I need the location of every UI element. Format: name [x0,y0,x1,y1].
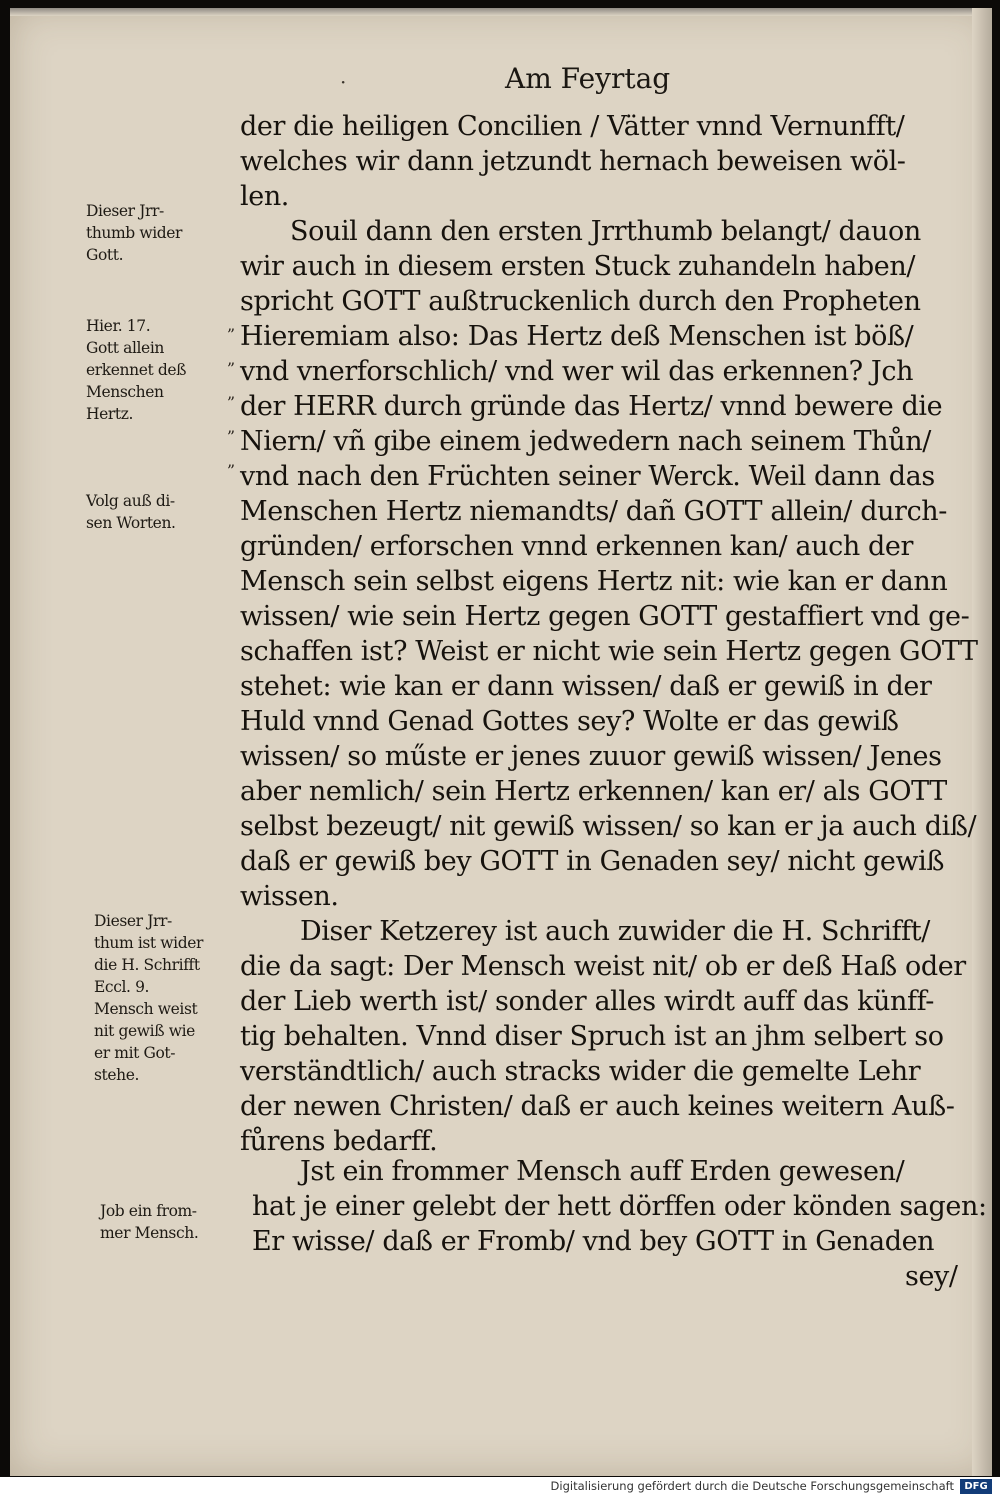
quote-mark: ” [226,461,235,480]
text-line: hat je einer gelebt der hett dörffen oder könden sagen: [252,1191,987,1222]
dfg-logo: DFG [960,1479,992,1494]
margin-note-line: die H. Schrifft [94,956,200,974]
margin-note-line: Gott. [86,246,124,264]
text-line: selbst bezeugt/ nit gewiß wissen/ so kan er ja auch diß/ [240,811,977,842]
margin-note-line: Mensch weist [94,1000,198,1018]
footer-bar [0,1477,1000,1497]
text-line: Souil dann den ersten Jrrthumb belangt/ dauon [290,216,921,247]
margin-note-line: stehe. [94,1066,140,1084]
quote-mark: ” [226,427,235,446]
text-line: aber nemlich/ sein Hertz erkennen/ kan er/ als GOTT [240,776,947,807]
margin-note-line: nit gewiß wie [94,1022,195,1040]
text-line: Huld vnnd Genad Gottes sey? Wolte er das gewiß [240,706,899,737]
text-line: der Lieb werth ist/ sonder alles wirdt auff das künff- [240,986,934,1017]
margin-note-line: Menschen [86,383,164,401]
text-line: wir auch in diesem ersten Stuck zuhandeln haben/ [240,251,916,282]
text-line: Diser Ketzerey ist auch zuwider die H. Schrifft/ [300,916,930,947]
margin-note-line: Job ein from- [100,1202,197,1220]
text-line: Menschen Hertz niemandts/ dañ GOTT allein/ durch- [240,496,948,527]
text-line: stehet: wie kan er dann wissen/ daß er gewiß in der [240,671,932,702]
text-line: verständtlich/ auch stracks wider die gemelte Lehr [240,1056,921,1087]
margin-note [94,910,246,1086]
text-line: Er wisse/ daß er Fromb/ vnd bey GOTT in Genaden [252,1226,935,1257]
text-line: der HERR durch gründe das Hertz/ vnnd bewere die [240,391,943,422]
text-line: vnd vnerforschlich/ vnd wer wil das erkennen? Jch [240,356,914,387]
text-line: wissen/ so műste er jenes zuuor gewiß wissen/ Jenes [240,741,942,772]
margin-note-line: Gott allein [86,339,164,357]
margin-note-line: Eccl. 9. [94,978,150,996]
text-line: Jst ein frommer Mensch auff Erden gewesen/ [300,1156,905,1187]
quote-mark: ” [226,359,235,378]
text-line: der die heiligen Concilien / Vätter vnnd Vernunfft/ [240,111,905,142]
margin-note-line: sen Worten. [86,514,176,532]
margin-note-line: Hier. 17. [86,317,151,335]
text-line: vnd nach den Früchten seiner Werck. Weil dann das [240,461,935,492]
margin-note [100,1200,252,1244]
margin-note-line: erkennet deß [86,361,187,379]
text-line: Mensch sein selbst eigens Hertz nit: wie kan er dann [240,566,948,597]
margin-note-line: er mit Got- [94,1044,176,1062]
text-line: welches wir dann jetzundt hernach beweisen wöl- [240,146,906,177]
margin-note [86,315,238,425]
text-line: Niern/ vñ gibe einem jedwedern nach seinem Thůn/ [240,426,931,457]
text-line: schaffen ist? Weist er nicht wie sein Hertz gegen GOTT [240,636,978,667]
margin-note [86,490,238,534]
text-line: Hieremiam also: Das Hertz deß Menschen ist böß/ [240,321,914,352]
margin-note-line: thum ist wider [94,934,204,952]
text-line: spricht GOTT außtruckenlich durch den Propheten [240,286,921,317]
text-line: der newen Christen/ daß er auch keines weitern Auß- [240,1091,955,1122]
header-ornament: · [340,70,347,94]
text-line: die da sagt: Der Mensch weist nit/ ob er deß Haß oder [240,951,966,982]
margin-note [86,200,238,266]
text-line: daß er gewiß bey GOTT in Genaden sey/ nicht gewiß [240,846,945,877]
funding-notice: Digitalisierung gefördert durch die Deutsche Forschungsgemeinschaft [550,1479,954,1493]
text-line: tig behalten. Vnnd diser Spruch ist an jhm selbert so [240,1021,944,1052]
text-line: len. [240,181,289,212]
margin-note-line: mer Mensch. [100,1224,199,1242]
running-head: Am Feyrtag [505,62,671,95]
quote-mark: ” [226,393,235,412]
margin-note-line: Dieser Jrr- [94,912,172,930]
text-line: wissen. [240,881,339,912]
text-line: fůrens bedarff. [240,1126,438,1157]
page-top-edge [10,8,992,16]
margin-note-line: Volg auß di- [86,492,175,510]
text-line: sey/ [905,1261,958,1292]
margin-note-line: thumb wider [86,224,183,242]
quote-mark: ” [226,325,235,344]
page-right-edge [972,8,992,1476]
text-line: gründen/ erforschen vnnd erkennen kan/ auch der [240,531,913,562]
text-line: wissen/ wie sein Hertz gegen GOTT gestaffiert vnd ge- [240,601,970,632]
margin-note-line: Hertz. [86,405,134,423]
margin-note-line: Dieser Jrr- [86,202,164,220]
